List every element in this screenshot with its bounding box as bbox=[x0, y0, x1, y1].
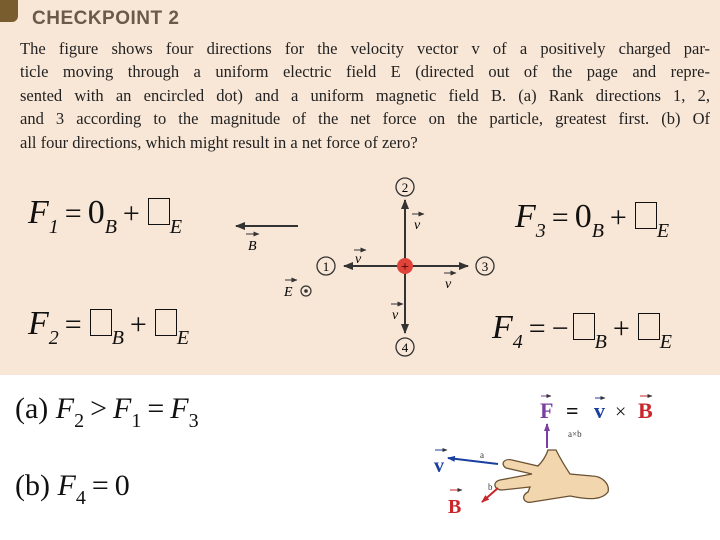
direction-2-marker bbox=[396, 178, 414, 196]
svg-text:1: 1 bbox=[322, 259, 330, 274]
charge-sign: + bbox=[401, 260, 409, 275]
question-line: sented with an encircled dot) and a uniform magnetic field B. (a) Rank directions 1, 2, bbox=[20, 85, 710, 105]
direction-4-marker bbox=[396, 338, 414, 356]
equation-f4: F4 = − B + E bbox=[492, 309, 672, 353]
equation-f3: F3 = 0B + E bbox=[515, 198, 670, 242]
hand-v-label: v bbox=[434, 455, 444, 477]
direction-1-marker bbox=[317, 257, 335, 275]
svg-text:4: 4 bbox=[401, 340, 409, 355]
v-label-left: v bbox=[355, 252, 362, 267]
hand-illustration bbox=[495, 450, 608, 502]
axb-label: a×b bbox=[568, 429, 582, 439]
v-label-right: v bbox=[445, 277, 452, 292]
hand-bsmall-label: b bbox=[488, 482, 493, 492]
equation-f2: F2 = B + E bbox=[28, 305, 190, 349]
formula-b: B bbox=[638, 398, 653, 423]
question-line: all four directions, which might result in a net force of zero? bbox=[20, 132, 418, 152]
answer-b: (b) $F_4 = 0$ bbox=[15, 469, 130, 509]
formula-f: F bbox=[540, 398, 554, 423]
svg-text:2: 2 bbox=[401, 180, 409, 195]
hand-b-label: B bbox=[448, 496, 462, 518]
formula-equals: = bbox=[566, 398, 579, 423]
svg-text:3: 3 bbox=[481, 259, 489, 274]
v-label-up: v bbox=[414, 218, 421, 233]
formula-v: v bbox=[594, 398, 605, 423]
right-hand-rule-figure bbox=[420, 392, 710, 532]
question-line: ticle moving through a uniform electric field E (directed out of the page and repre- bbox=[20, 62, 710, 82]
e-label: E bbox=[284, 285, 293, 300]
formula-cross: × bbox=[615, 401, 627, 423]
question-line: The figure shows four directions for the velocity vector v of a positively charged par- bbox=[20, 39, 710, 58]
v-label-down: v bbox=[392, 308, 399, 323]
answer-a: (a) $F_2 > F_1 = F_3$ bbox=[15, 392, 199, 432]
checkpoint-title: CHECKPOINT 2 bbox=[32, 8, 180, 29]
hand-v-arrow bbox=[448, 458, 498, 464]
hand-a-label: a bbox=[480, 450, 484, 460]
direction-3-marker bbox=[476, 257, 494, 275]
equation-f1: F1 = 0B + E bbox=[28, 194, 183, 238]
b-label: B bbox=[248, 239, 257, 254]
out-of-page-dot-icon bbox=[301, 286, 311, 296]
question-line: and 3 according to the magnitude of the net force on the particle, greatest first. (b) Of bbox=[20, 109, 710, 129]
